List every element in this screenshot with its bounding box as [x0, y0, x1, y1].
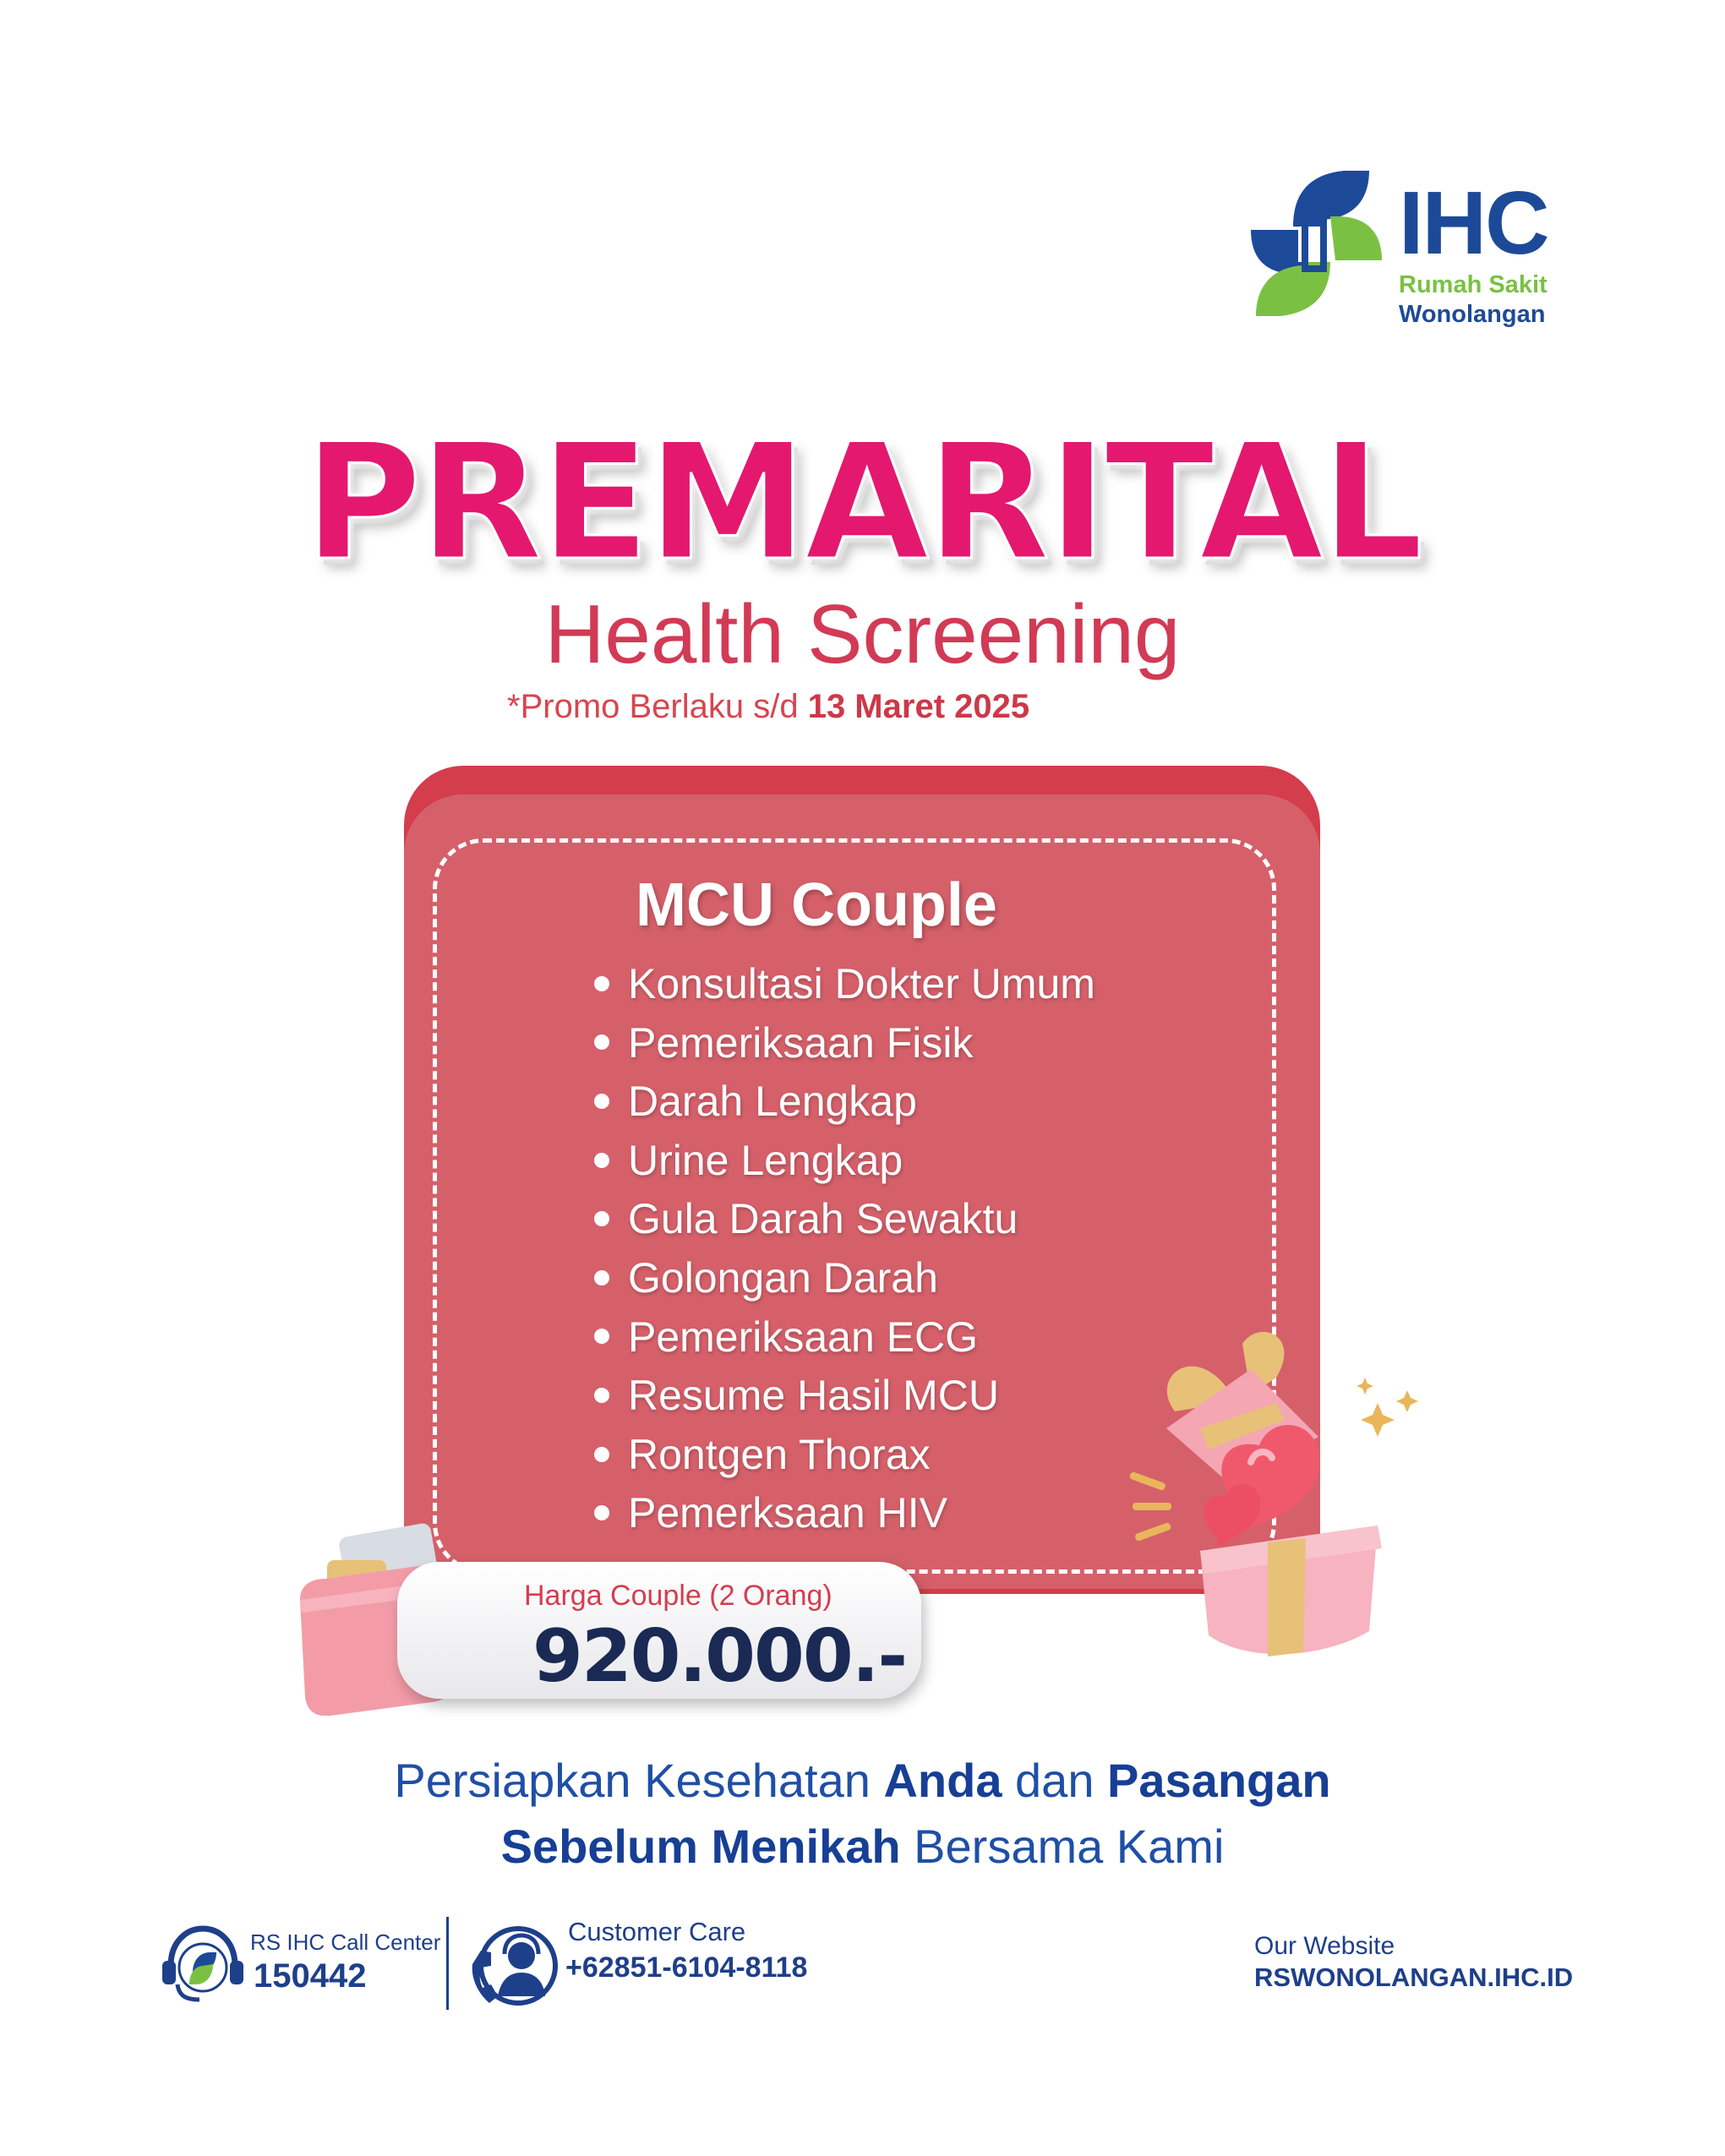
- tagline: [0, 1748, 1725, 1880]
- tagline-line-2: Sebelum Menikah Bersama Kami: [500, 1820, 1225, 1873]
- bullet-icon: [594, 1153, 609, 1168]
- headset-icon: [161, 1924, 245, 2004]
- promo-note: [507, 683, 1029, 730]
- price-label: Harga Couple (2 Orang): [524, 1580, 832, 1612]
- bullet-icon: [594, 1447, 609, 1462]
- bullet-icon: [594, 1388, 609, 1403]
- call-center-label: RS IHC Call Center: [250, 1929, 441, 1955]
- promo-date: 13 Maret 2025: [807, 688, 1030, 725]
- list-item: Resume Hasil MCU: [594, 1367, 1095, 1426]
- bullet-icon: [594, 1094, 609, 1109]
- logo-subtitle-location: Wonolangan: [1399, 301, 1546, 328]
- website-label: Our Website: [1254, 1932, 1395, 1960]
- list-item: Darah Lengkap: [594, 1073, 1095, 1132]
- customer-care-number[interactable]: +62851-6104-8118: [565, 1951, 808, 1984]
- bullet-icon: [594, 1211, 609, 1226]
- bullet-icon: [594, 1329, 609, 1344]
- call-center-number[interactable]: 150442: [254, 1957, 367, 1995]
- website-link[interactable]: RSWONOLANGAN.IHC.ID: [1254, 1962, 1574, 1992]
- logo-subtitle-rumah-sakit: Rumah Sakit: [1399, 271, 1548, 298]
- bullet-icon: [594, 1270, 609, 1285]
- footer-divider: [446, 1917, 449, 2010]
- customer-service-icon: [469, 1925, 562, 2010]
- headline-subtitle: Health Screening: [544, 587, 1181, 680]
- list-item: Pemerksaan HIV: [594, 1484, 1095, 1543]
- ihc-logo-icon: [1242, 167, 1386, 318]
- list-item: Konsultasi Dokter Umum: [594, 955, 1095, 1014]
- bullet-icon: [594, 1505, 609, 1520]
- list-item: Golongan Darah: [594, 1249, 1095, 1308]
- hospital-logo-text: [1399, 173, 1602, 330]
- logo-brand-name: IHC: [1399, 173, 1548, 273]
- gift-box-hearts-icon: [1124, 1310, 1445, 1665]
- list-item: Gula Darah Sewaktu: [594, 1190, 1095, 1249]
- list-item: Pemeriksaan ECG: [594, 1308, 1095, 1367]
- bullet-icon: [594, 976, 609, 991]
- list-item: Urine Lengkap: [594, 1132, 1095, 1191]
- bullet-icon: [594, 1034, 609, 1050]
- package-title: MCU Couple: [636, 871, 997, 939]
- package-items-list: [594, 955, 1095, 1543]
- customer-care-label: Customer Care: [568, 1917, 746, 1946]
- headline-title-wrap: [0, 397, 1725, 609]
- price-value: 920.000.-: [532, 1614, 907, 1699]
- tagline-line-1: Persiapkan Kesehatan Anda dan Pasangan: [394, 1754, 1331, 1807]
- list-item: Pemeriksaan Fisik: [594, 1014, 1095, 1073]
- list-item: Rontgen Thorax: [594, 1426, 1095, 1485]
- promo-prefix: *Promo Berlaku s/d: [507, 688, 808, 725]
- headline-title: PREMARITAL: [303, 409, 1422, 596]
